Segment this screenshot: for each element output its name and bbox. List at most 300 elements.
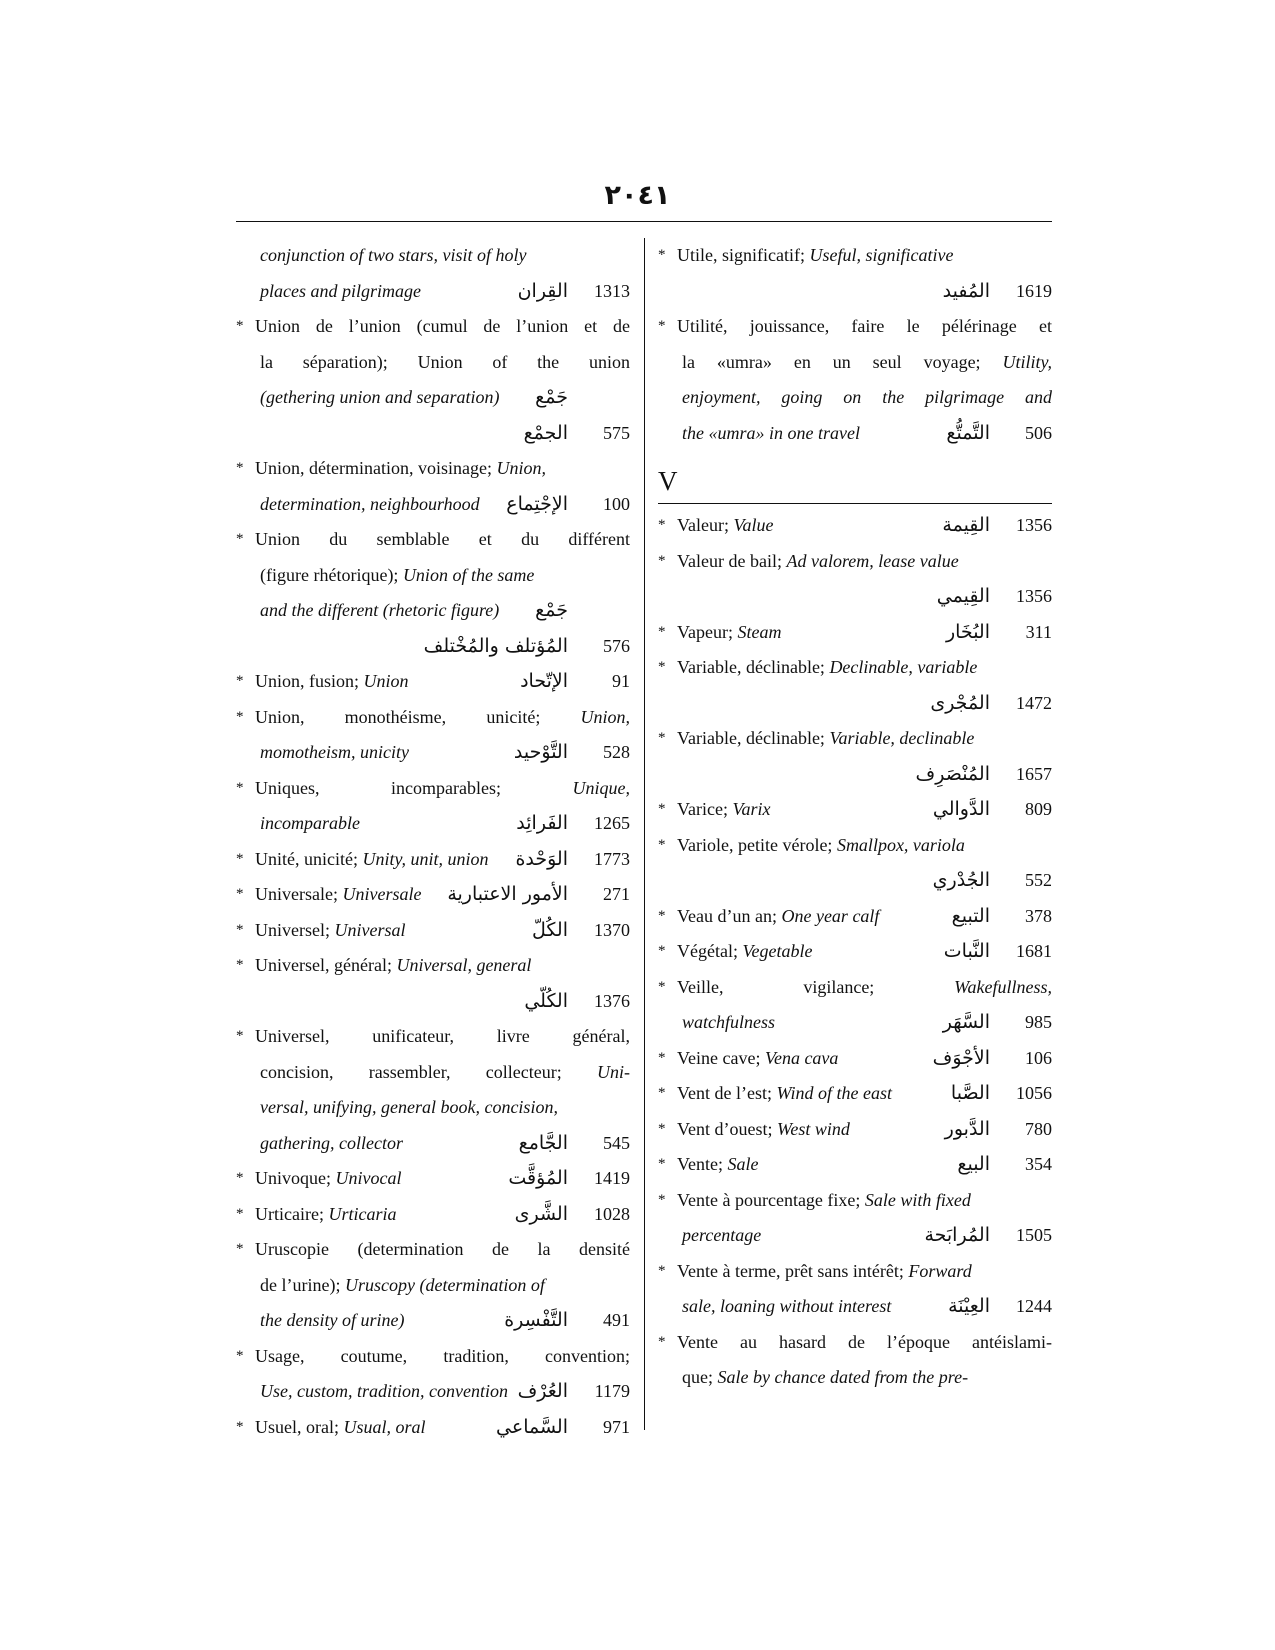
entry-number: 1244	[1016, 1296, 1052, 1316]
entry-number: 100	[603, 493, 630, 514]
entry-line	[658, 828, 1052, 864]
entry-number: 1773	[594, 848, 630, 869]
arabic-term: جَمْع	[535, 386, 568, 408]
french-term: Végétal;	[677, 941, 743, 961]
entry-number: 1619	[1016, 280, 1052, 301]
entry-bullet: *	[658, 552, 666, 569]
entry-line	[658, 970, 1052, 1006]
entry-text	[255, 700, 630, 736]
arabic-term: المُرابَحة	[924, 1224, 990, 1246]
entry-text-span: conjunction of two stars, visit of holy	[260, 245, 527, 265]
arabic-term: المُجْرى	[930, 691, 990, 714]
entry-text	[255, 1197, 397, 1233]
continuation-line	[236, 984, 630, 1020]
entry-bullet: *	[236, 921, 244, 938]
continuation-line	[658, 380, 1052, 416]
entry-number: 1313	[594, 280, 630, 301]
entry-text	[677, 970, 1052, 1006]
continuation-line	[658, 1218, 1052, 1254]
entry-text-span: watchfulness	[682, 1012, 775, 1032]
continuation-line	[658, 686, 1052, 722]
arabic-term: القِيمة	[942, 514, 990, 536]
continuation-line	[236, 487, 630, 523]
entry-text	[260, 1090, 630, 1126]
entry-text-span: the «umra» in one travel	[682, 422, 860, 443]
entry-bullet: *	[236, 1241, 244, 1257]
continuation-line	[658, 1289, 1052, 1325]
continuation-line	[236, 806, 630, 842]
entry-text	[682, 416, 860, 452]
entry-text	[677, 934, 813, 970]
english-term: Sale by chance dated from the pre-	[717, 1367, 969, 1387]
arabic-term: المُنْصَرِف	[915, 762, 990, 785]
entry-text	[260, 274, 421, 310]
english-term: Urticaria	[328, 1203, 397, 1224]
english-term: Unique,	[572, 777, 630, 798]
continuation-line	[658, 345, 1052, 381]
english-term: Ad valorem, lease value	[786, 550, 959, 571]
french-term: la «umra» en un seul voyage;	[682, 351, 1003, 372]
entry-bullet: *	[236, 779, 244, 796]
french-term: Universel, unificateur, livre général,	[255, 1026, 630, 1046]
french-term: Utile, significatif;	[677, 245, 810, 265]
entry-bullet: *	[236, 1418, 244, 1435]
entry-text	[255, 913, 406, 949]
entry-bullet: *	[658, 730, 666, 746]
entry-line	[236, 664, 630, 700]
entry-text	[255, 842, 489, 878]
entry-line	[658, 721, 1052, 757]
french-term: Usuel, oral;	[255, 1416, 344, 1437]
entry-line	[658, 792, 1052, 828]
entry-bullet: *	[658, 836, 666, 853]
entry-text	[260, 1055, 630, 1091]
french-term: Universel, général;	[255, 955, 397, 975]
french-term: Veau d’un an;	[677, 905, 782, 926]
arabic-term: الكُلّي	[524, 989, 568, 1012]
arabic-term: التَّوْحيد	[513, 741, 568, 763]
french-term: Vapeur;	[677, 621, 738, 642]
entry-text	[255, 1161, 402, 1197]
arabic-term: الصَّبا	[950, 1082, 990, 1104]
arabic-term: الكُلّ	[532, 918, 568, 941]
left-column	[236, 238, 630, 1445]
english-term: Universal, general	[396, 955, 532, 975]
entry-text	[677, 1112, 850, 1148]
entry-bullet: *	[658, 1333, 666, 1350]
arabic-term: المُؤقَّت	[508, 1167, 568, 1189]
continuation-line	[236, 558, 630, 594]
entry-text	[260, 487, 480, 523]
arabic-term: الوَحْدة	[515, 847, 568, 870]
entry-bullet: *	[658, 1156, 666, 1172]
entry-line	[658, 1254, 1052, 1290]
arabic-term: السَّماعي	[496, 1415, 568, 1438]
entry-text	[677, 792, 802, 828]
french-term: Vent d’ouest;	[677, 1118, 777, 1139]
english-term: Uruscopy (determination of	[344, 1274, 545, 1295]
entry-line	[236, 771, 630, 807]
continuation-line	[236, 593, 630, 629]
entry-text	[260, 558, 630, 594]
entry-text-span: gathering, collector	[260, 1132, 403, 1153]
entry-line	[658, 934, 1052, 970]
english-term: Forward	[908, 1260, 972, 1281]
arabic-term: التَّمتُّع	[946, 421, 990, 444]
entry-bullet: *	[236, 673, 244, 689]
english-term: Declinable, variable	[829, 657, 978, 677]
entry-text	[255, 1232, 630, 1268]
entry-bullet: *	[236, 1347, 244, 1364]
entry-bullet: *	[236, 1170, 244, 1186]
entry-line	[236, 1339, 630, 1375]
arabic-term: الجَّامع	[518, 1131, 568, 1154]
entry-bullet: *	[658, 659, 666, 675]
entry-number: 552	[1025, 870, 1052, 890]
header-rule	[236, 221, 1052, 222]
entry-number: 1356	[1016, 515, 1052, 535]
french-term: Vente à terme, prêt sans intérêt;	[677, 1260, 909, 1281]
english-term: Univocal	[335, 1168, 402, 1188]
entry-number: 271	[603, 884, 630, 904]
entry-number: 1356	[1016, 586, 1052, 606]
entry-text	[677, 238, 1052, 274]
english-term: Usual, oral	[343, 1416, 426, 1437]
entry-text-span: sale, loaning without interest	[682, 1296, 892, 1316]
entry-number: 528	[603, 742, 630, 762]
entry-text	[260, 735, 409, 771]
arabic-term: العُرْف	[517, 1380, 568, 1402]
page-number: ٢٠٤١	[604, 180, 671, 211]
french-term: Union de l’union (cumul de l’union et de	[255, 316, 630, 336]
continuation-line	[658, 416, 1052, 452]
english-term: Unity, unit, union	[362, 848, 489, 869]
continuation-line	[658, 1005, 1052, 1041]
arabic-term: الشَّرى	[514, 1202, 568, 1225]
entry-line	[236, 700, 630, 736]
arabic-term: الجُدْري	[932, 869, 990, 891]
arabic-term: البُخَار	[945, 620, 990, 643]
entry-line	[236, 309, 630, 345]
continuation-line	[236, 416, 630, 452]
french-term: Universale;	[255, 884, 343, 904]
entry-bullet: *	[236, 708, 244, 725]
entry-bullet: *	[236, 886, 244, 902]
entry-number: 1472	[1016, 692, 1052, 713]
entry-text	[260, 1268, 630, 1304]
entry-text-span: the density of urine)	[260, 1310, 405, 1330]
entry-bullet: *	[658, 1085, 666, 1101]
entry-line	[236, 1232, 630, 1268]
entry-text	[255, 1339, 630, 1375]
entry-text	[255, 522, 630, 558]
entry-bullet: *	[658, 1191, 666, 1208]
entry-text	[255, 877, 422, 913]
entry-line	[658, 238, 1052, 274]
entry-text-span: determination, neighbourhood	[260, 493, 480, 514]
english-term: Sale	[727, 1154, 759, 1174]
entry-text	[682, 380, 1052, 416]
french-term: Vente à pourcentage fixe;	[677, 1189, 865, 1210]
entry-text	[260, 1126, 403, 1162]
entry-number: 1657	[1016, 763, 1052, 784]
entry-text	[677, 544, 1052, 580]
entry-text	[682, 345, 1052, 381]
entry-number: 1056	[1016, 1083, 1052, 1103]
entry-text	[260, 806, 380, 842]
entry-text	[255, 1410, 426, 1446]
entry-number: 1028	[594, 1203, 630, 1224]
entry-bullet: *	[658, 801, 666, 817]
arabic-term: العِيْنَة	[948, 1295, 990, 1317]
entry-line	[658, 1041, 1052, 1077]
continuation-line	[236, 1055, 630, 1091]
entry-number: 1179	[594, 1381, 630, 1401]
english-term: One year calf	[781, 905, 880, 926]
french-term: Valeur;	[677, 515, 734, 535]
entry-number: 491	[603, 1310, 630, 1330]
entry-text-span: places and pilgrimage	[260, 280, 421, 301]
entry-text	[677, 1254, 1052, 1290]
entry-text	[677, 1183, 1052, 1219]
entry-number: 575	[603, 422, 630, 443]
entry-line	[658, 1147, 1052, 1183]
entry-number: 545	[603, 1132, 630, 1153]
entry-text	[260, 345, 630, 381]
entry-text	[255, 664, 409, 700]
arabic-term: الجمْع	[523, 421, 568, 444]
continuation-line	[236, 1374, 630, 1410]
entry-text	[260, 593, 500, 629]
entry-text	[260, 1303, 405, 1339]
english-term: Universale	[342, 884, 422, 904]
continuation-line	[236, 1268, 630, 1304]
entry-text-span: momotheism, unicity	[260, 742, 409, 762]
french-term: Veine cave;	[677, 1047, 765, 1068]
arabic-term: الدَّوالي	[932, 798, 990, 820]
french-term: Unité, unicité;	[255, 848, 363, 869]
entry-text	[677, 508, 802, 544]
english-term: Vena cava	[764, 1047, 839, 1068]
continuation-line	[236, 274, 630, 310]
entry-number: 985	[1025, 1012, 1052, 1032]
section-rule	[658, 503, 1052, 504]
entry-text	[682, 1289, 892, 1325]
english-term: West wind	[776, 1118, 850, 1139]
arabic-term: الفَرائِد	[516, 812, 568, 834]
entry-text	[677, 1076, 892, 1112]
entry-number: 91	[612, 671, 630, 691]
english-term: Value	[733, 515, 774, 535]
entry-bullet: *	[236, 1028, 244, 1044]
entry-number: 1505	[1016, 1225, 1052, 1245]
french-term: Usage, coutume, tradition, convention;	[255, 1345, 630, 1366]
french-term: Varice;	[677, 799, 733, 819]
entry-line	[658, 1112, 1052, 1148]
french-term: Universel;	[255, 919, 335, 940]
entry-text	[677, 1041, 839, 1077]
arabic-term: السَّهَر	[942, 1011, 990, 1033]
entry-text	[260, 380, 500, 416]
entry-bullet: *	[658, 247, 666, 263]
entry-bullet: *	[658, 1049, 666, 1066]
english-term: Useful, significative	[809, 245, 954, 265]
english-term: Uni-	[597, 1061, 630, 1082]
entry-bullet: *	[658, 1262, 666, 1279]
arabic-term: البيع	[957, 1153, 990, 1175]
continuation-line	[658, 579, 1052, 615]
continuation-line	[658, 274, 1052, 310]
english-term: Utility,	[1002, 351, 1052, 372]
continuation-line	[236, 238, 630, 274]
arabic-term: الأمور الاعتبارية	[447, 883, 568, 905]
english-term: Steam	[737, 621, 782, 642]
entry-line	[236, 522, 630, 558]
entry-number: 378	[1025, 905, 1052, 926]
entry-bullet: *	[658, 978, 666, 995]
entry-line	[658, 508, 1052, 544]
english-term: Union,	[496, 458, 546, 478]
french-term: Union, détermination, voisinage;	[255, 458, 497, 478]
entry-text	[255, 309, 630, 345]
entry-text-span: enjoyment, going on the pilgrimage and	[682, 387, 1052, 407]
french-term: Veille, vigilance;	[677, 976, 955, 997]
arabic-term: المُفيد	[942, 279, 990, 302]
french-term: Variole, petite vérole;	[677, 834, 837, 855]
entry-line	[658, 1325, 1052, 1361]
column-divider	[644, 238, 645, 1430]
entry-text	[677, 828, 1052, 864]
english-term: Varix	[732, 799, 771, 819]
right-column	[658, 238, 1052, 1396]
entry-number: 971	[603, 1416, 630, 1437]
french-term: Union, fusion;	[255, 671, 364, 691]
entry-line	[236, 877, 630, 913]
english-term: Wakefullness,	[954, 976, 1052, 997]
french-term: concision, rassembler, collecteur;	[260, 1061, 597, 1082]
continuation-line	[236, 1090, 630, 1126]
french-term: Union du semblable et du différent	[255, 529, 630, 549]
entry-bullet: *	[658, 623, 666, 640]
french-term: Uruscopie (determination de la densité	[255, 1239, 630, 1259]
continuation-line	[236, 1303, 630, 1339]
entry-line	[236, 913, 630, 949]
entry-text	[255, 451, 630, 487]
entry-number: 1681	[1016, 941, 1052, 961]
continuation-line	[236, 345, 630, 381]
english-term: Vegetable	[742, 941, 813, 961]
entry-text	[677, 1147, 802, 1183]
english-term: Universal	[334, 919, 406, 940]
entry-text-span: incomparable	[260, 813, 360, 833]
entry-text-span: la séparation); Union of the union	[260, 351, 630, 372]
arabic-term: الدَّبور	[944, 1117, 990, 1140]
french-term: Univoque;	[255, 1168, 336, 1188]
arabic-term: الأجْوَف	[932, 1046, 990, 1069]
arabic-term: النَّبات	[943, 940, 990, 962]
entry-line	[658, 899, 1052, 935]
english-term: Wind of the east	[776, 1083, 892, 1103]
entry-text	[682, 1218, 802, 1254]
english-term: Sale with fixed	[864, 1189, 971, 1210]
continuation-line	[236, 735, 630, 771]
continuation-line	[658, 1360, 1052, 1396]
entry-text	[677, 615, 802, 651]
french-term: Vente;	[677, 1154, 728, 1174]
entry-number: 576	[603, 635, 630, 656]
entry-text-span: (gethering union and separation)	[260, 387, 500, 407]
entry-line	[658, 1076, 1052, 1112]
english-term: Variable, declinable	[829, 728, 975, 748]
continuation-line	[236, 629, 630, 665]
entry-number: 106	[1025, 1047, 1052, 1068]
french-term: de l’urine);	[260, 1274, 345, 1295]
entry-number: 1419	[594, 1168, 630, 1188]
french-term: (figure rhétorique);	[260, 564, 403, 585]
arabic-term: المُؤتلف والمُخْتلف	[423, 634, 568, 657]
continuation-line	[658, 863, 1052, 899]
entry-number: 780	[1025, 1118, 1052, 1139]
english-term: Union	[363, 671, 409, 691]
entry-bullet: *	[236, 531, 244, 547]
entry-line	[236, 842, 630, 878]
french-term: Uniques, incomparables;	[255, 777, 573, 798]
entry-bullet: *	[236, 318, 244, 334]
entry-text	[677, 650, 1052, 686]
arabic-term: التبيع	[951, 904, 990, 927]
arabic-term: التَّفْسِرة	[504, 1309, 568, 1331]
continuation-line	[236, 1126, 630, 1162]
english-term: Union,	[580, 706, 630, 727]
entry-line	[658, 650, 1052, 686]
entry-number: 506	[1025, 422, 1052, 443]
continuation-line	[236, 380, 630, 416]
arabic-term: القِيمي	[936, 585, 990, 607]
entry-bullet: *	[236, 957, 244, 973]
french-term: Variable, déclinable;	[677, 657, 830, 677]
entry-number: 311	[1025, 621, 1052, 642]
french-term: Valeur de bail;	[677, 550, 787, 571]
entry-line	[236, 451, 630, 487]
entry-number: 809	[1025, 799, 1052, 819]
english-term: Smallpox, variola	[836, 834, 965, 855]
entry-text	[682, 1005, 802, 1041]
french-term: Vente au hasard de l’époque antéislami-	[677, 1331, 1052, 1352]
entry-text	[255, 771, 630, 807]
entry-line	[236, 948, 630, 984]
entry-text	[255, 948, 630, 984]
entry-number: 1265	[594, 813, 630, 833]
entry-bullet: *	[658, 318, 666, 334]
french-term: Variable, déclinable;	[677, 728, 830, 748]
french-term: Urticaire;	[255, 1203, 329, 1224]
entry-text	[677, 899, 880, 935]
entry-text-span: versal, unifying, general book, concision,	[260, 1097, 558, 1117]
entry-number: 1376	[594, 990, 630, 1011]
entry-bullet: *	[658, 1120, 666, 1137]
entry-text-span: Use, custom, tradition, convention	[260, 1381, 508, 1401]
entry-line	[658, 1183, 1052, 1219]
entry-line	[236, 1410, 630, 1446]
entry-line	[658, 544, 1052, 580]
entry-line	[236, 1019, 630, 1055]
entry-text	[255, 1019, 630, 1055]
entry-text	[677, 1325, 1052, 1361]
french-term: Union, monothéisme, unicité;	[255, 706, 581, 727]
entry-text	[677, 721, 1052, 757]
entry-line	[658, 309, 1052, 345]
entry-line	[658, 615, 1052, 651]
